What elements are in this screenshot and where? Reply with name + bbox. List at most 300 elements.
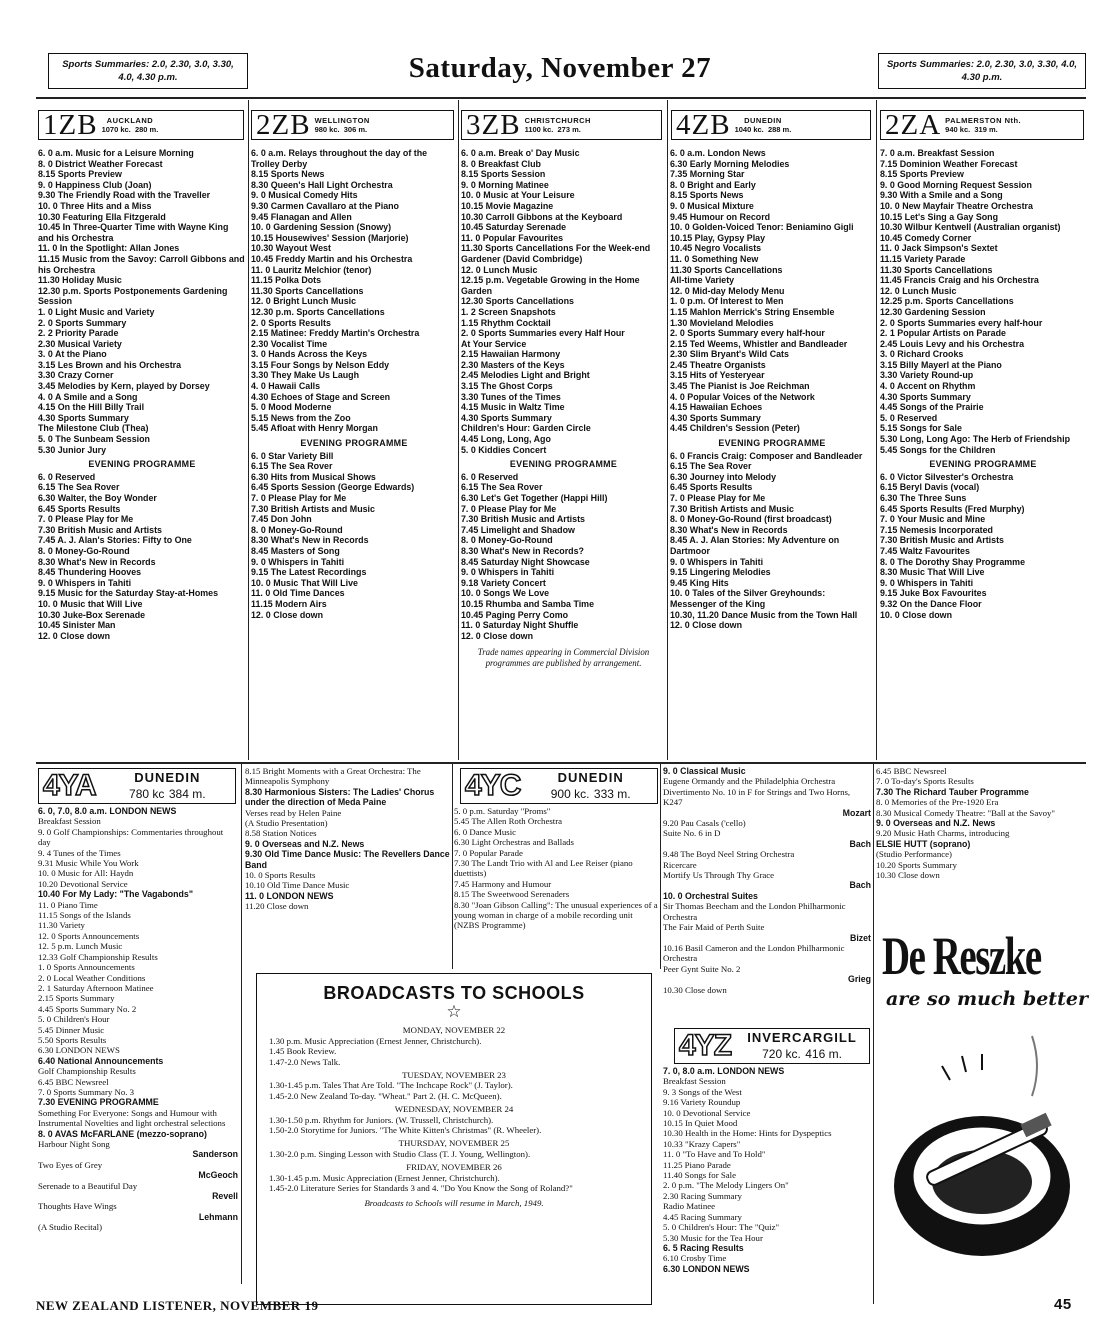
column-divider <box>873 764 874 1304</box>
programme-item: 3.15 The Ghost Corps <box>461 381 553 392</box>
programme-item: 10.45 Saturday Serenade <box>461 222 567 233</box>
programme-item: 2. 0 Sports Summary <box>38 317 127 328</box>
composer: Lehmann <box>198 1211 238 1222</box>
programme-item: 6.30 The Three Suns <box>880 493 967 503</box>
programme-item: 2.15 Hawaiian Harmony <box>461 349 561 360</box>
programme-item: 6. 0 a.m. London News <box>670 148 766 158</box>
programme-item: 10.10 Old Time Dance Music <box>245 880 350 891</box>
programme-item: 2.30 Musical Variety <box>38 338 122 349</box>
programme-item: Breakfast Session <box>663 1076 726 1087</box>
programme-item: 9.31 Music While You Work <box>38 858 139 869</box>
programme-item: 11. 0 Piano Time <box>38 899 98 910</box>
sports-summaries-box-left: Sports Summaries: 2.0, 2.30, 3.0, 3.30, 4.0, 4.30 p.m. <box>48 53 248 89</box>
programme-item: 6. 0 a.m. Relays throughout the day of the Trolley Derby <box>251 148 428 169</box>
programme-item: 4.30 Echoes of Stage and Screen <box>251 391 391 402</box>
station-frequency: 1070 kc. <box>101 125 131 134</box>
programme-item: 10.45 Sinister Man <box>38 620 116 631</box>
programme-item: 11. 0 Lauritz Melchior (tenor) <box>251 264 372 275</box>
programme-item: 2. 0 Local Weather Conditions <box>38 972 146 983</box>
station-wavelength: 288 m. <box>767 125 792 134</box>
programme-item: 8.30 What's New in Records <box>251 535 369 546</box>
programme-item: 12. 0 Bright Lunch Music <box>251 296 357 307</box>
programme-item: 8.15 Sports Session <box>461 169 546 180</box>
programme-item: 9. 0 Overseas and N.Z. News <box>245 838 365 849</box>
schools-broadcast: 1.50-2.0 Storytime for Juniors. "The White Kitten's Christmas" (R. Wheeler). <box>269 1125 542 1136</box>
evening-programme-heading: EVENING PROGRAMME <box>300 438 408 449</box>
programme-item: 5.50 Sports Results <box>38 1034 107 1045</box>
programme-item: 7. 0 Sports Summary No. 3 <box>38 1086 135 1097</box>
column-2za <box>880 148 1086 758</box>
programme-item: 10.30 Close down <box>663 984 727 995</box>
de-reszke-advert <box>876 926 1088 1302</box>
programme-item: 5. 0 Kiddies Concert <box>461 444 547 455</box>
composer: Bach <box>849 838 871 849</box>
station-frequency: 900 kc. <box>550 786 590 801</box>
column-4ya <box>38 806 238 1286</box>
station-header-2zb <box>251 110 454 140</box>
station-call: 2ZB <box>256 109 311 141</box>
programme-item: 11. 0 LONDON NEWS <box>245 890 334 901</box>
programme-item: 7.30 British Music and Artists <box>880 535 1004 546</box>
programme-item: 8.30 "Joan Gibson Calling": The unusual experiences of a young woman in charge of a mobile recording unit <box>454 899 658 921</box>
programme-item: 9.45 King Hits <box>670 577 729 588</box>
programme-item: 7.45 Waltz Favourites <box>880 545 970 556</box>
station-header-4yc <box>460 768 658 804</box>
song-title: Serenade to a Beautiful Day <box>38 1180 138 1191</box>
programme-item: 4.30 Sports Summary <box>670 412 761 423</box>
programme-item: 11.15 Variety Parade <box>880 253 966 264</box>
station-info <box>525 116 591 134</box>
programme-item: Mortify Us Through Thy Grace <box>663 870 775 881</box>
programme-item: 11.30 Sports Cancellations <box>251 285 364 296</box>
programme-item: 7.30 EVENING PROGRAMME <box>38 1097 159 1108</box>
programme-item: 1. 0 p.m. Of Interest to Men <box>670 296 784 307</box>
programme-item: 3.15 Billy Mayerl at the Piano <box>880 359 1002 370</box>
programme-item: 8. 0 AVAS McFARLANE (mezzo-soprano) <box>38 1128 207 1139</box>
programme-item: 8.30 What's New in Records <box>38 556 156 567</box>
programme-item: (Studio Performance) <box>876 849 952 860</box>
trade-names-note: Trade names appearing in Commercial Division programmes are published by arrangement. <box>477 647 650 669</box>
programme-item: 7.30 The Richard Tauber Programme <box>876 786 1029 797</box>
programme-item: 6. 0 Reserved <box>461 471 519 482</box>
programme-item: 10.30 Health in the Home: Hints for Dyspeptics <box>663 1128 832 1139</box>
programme-item: 6. 0 Victor Silvester's Orchestra <box>880 471 1014 482</box>
column-classical <box>663 766 871 1026</box>
programme-item: Breakfast Session <box>38 816 101 827</box>
programme-item: 11. 0 "To Have and To Hold" <box>663 1149 766 1160</box>
column-2zb <box>251 148 457 758</box>
programme-item: 11.15 Music from the Savoy: Carroll Gibbons and his Orchestra <box>38 253 245 275</box>
programme-item: 10.16 Basil Cameron and the London Philharmonic Orchestra <box>663 942 845 964</box>
programme-item: 4.45 Long, Long, Ago <box>461 434 551 445</box>
page-title: Saturday, November 27 <box>408 52 712 84</box>
programme-item: 5. 0 The Sunbeam Session <box>38 434 150 445</box>
programme-item: 12. 0 Close down <box>38 630 111 641</box>
column-right-bottom <box>876 766 1086 926</box>
programme-item: 2. 0 Sports Summaries every Half Hour <box>461 328 625 339</box>
programme-item: 8.30 Queen's Hall Light Orchestra <box>251 179 393 190</box>
column-divider <box>248 100 249 760</box>
programme-item: 12.30 Sports Cancellations <box>461 296 574 307</box>
programme-item: 10.20 Devotional Service <box>38 878 128 889</box>
station-info <box>315 116 370 134</box>
programme-item: 4.30 Sports Summary <box>38 412 129 423</box>
programme-item: 3.30 Crazy Corner <box>38 370 114 381</box>
programme-item: 3.45 Melodies by Kern, played by Dorsey <box>38 381 210 392</box>
programme-item: 7.15 Nemesis Incorporated <box>880 524 993 535</box>
programme-item: 6.15 The Sea Rover <box>670 461 752 472</box>
programme-item: 8. 0 Memories of the Pre-1920 Era <box>876 797 999 808</box>
schools-day-heading: FRIDAY, NOVEMBER 26 <box>406 1162 502 1173</box>
programme-item: 6.45 Sports Results <box>670 482 753 493</box>
schools-day-heading: MONDAY, NOVEMBER 22 <box>402 1025 506 1036</box>
station-call: 3ZB <box>466 109 521 141</box>
programme-item: ELSIE HUTT (soprano) <box>876 838 971 849</box>
song-title: (A Studio Recital) <box>38 1222 103 1233</box>
programme-item: 5.30 Junior Jury <box>38 444 107 455</box>
programme-item: 4.45 Racing Summary <box>663 1211 742 1222</box>
programme-item: 10. 0 Songs We Love <box>461 588 550 599</box>
schools-broadcast: 1.45-2.0 Literature Series for Standards 3 and 4. "Do You Know the Song of Roland?" <box>269 1183 573 1194</box>
programme-item: 9.16 Variety Roundup <box>663 1097 741 1108</box>
programme-item: 10. 0 Music at Your Leisure <box>461 190 575 201</box>
programme-item: 1.15 Mahlon Merrick's String Ensemble <box>670 306 835 317</box>
station-city: DUNEDIN <box>557 769 624 785</box>
programme-item: 11.15 Songs of the Islands <box>38 910 131 921</box>
programme-item: 9.30 With a Smile and a Song <box>880 190 1003 201</box>
header-rule <box>36 97 1086 99</box>
programme-item: 4.30 Sports Summary <box>461 412 552 423</box>
programme-item: 6.30 Early Morning Melodies <box>670 158 790 169</box>
programme-item: 12. 0 Sports Announcements <box>38 930 140 941</box>
programme-item: 2.30 Slim Bryant's Wild Cats <box>670 349 789 360</box>
programme-item: 5.15 News from the Zoo <box>251 412 351 423</box>
programme-item: 2. 1 Popular Artists on Parade <box>880 328 1006 339</box>
programme-item: 4.45 Sports Summary No. 2 <box>38 1003 137 1014</box>
programme-item: 10.15 Housewives' Session (Marjorie) <box>251 232 409 243</box>
programme-item: 9.15 Lingering Melodies <box>670 567 771 578</box>
programme-item: 11. 0 Something New <box>670 253 759 264</box>
programme-item: 7. 0 a.m. Breakfast Session <box>880 148 995 158</box>
programme-item: 2. 2 Priority Parade <box>38 328 119 339</box>
programme-item: 9. 0 Whispers in Tahiti <box>880 577 974 588</box>
column-4yc <box>454 806 660 966</box>
station-header-4yz <box>674 1028 870 1064</box>
programme-item: 9. 0 Happiness Club (Joan) <box>38 179 152 190</box>
programme-item: 10. 0 Tales of the Silver Greyhounds: Messenger of the King <box>670 588 826 609</box>
song-title: Two Eyes of Grey <box>38 1159 103 1170</box>
programme-item: 2.45 Melodies Light and Bright <box>461 370 590 381</box>
station-header-4zb <box>671 110 871 140</box>
programme-item: 7.45 A. J. Alan's Stories: Fifty to One <box>38 535 192 546</box>
programme-item: 9. 0 Golf Championships: Commentaries throughout day <box>38 826 224 848</box>
station-city: PALMERSTON Nth. <box>945 116 1022 125</box>
schools-title: BROADCASTS TO SCHOOLS <box>323 983 585 1003</box>
programme-item: 6.45 BBC Newsreel <box>38 1076 109 1087</box>
programme-item: 6. 0 Dance Music <box>454 826 517 837</box>
station-wavelength: 333 m. <box>593 786 631 801</box>
programme-item: 10.15 Movie Magazine <box>461 200 554 211</box>
programme-item: 7. 0 Please Play for Me <box>461 503 557 514</box>
programme-item: 8.15 Sports Preview <box>880 169 964 180</box>
programme-item: 11.30 Sports Cancellations For the Week-end Gardener (David Combridge) <box>461 243 651 264</box>
programme-item: 1. 0 Sports Announcements <box>38 962 135 973</box>
programme-item: 10.33 "Krazy Capers" <box>663 1138 741 1149</box>
programme-item: 5.45 The Allen Roth Orchestra <box>454 816 563 827</box>
programme-item: 3.30 They Make Us Laugh <box>251 370 360 381</box>
programme-item: Peer Gynt Suite No. 2 <box>663 963 741 974</box>
programme-item: 7.30 The Landt Trio with Al and Lee Reiser (piano duettists) <box>454 858 633 879</box>
star-icon: ☆ <box>446 1002 462 1022</box>
programme-item: Golf Championship Results <box>38 1066 136 1077</box>
station-frequency: 940 kc. <box>945 125 971 134</box>
programme-item: 6.30 LONDON NEWS <box>663 1263 750 1274</box>
programme-item: 8.15 Sports News <box>251 169 325 180</box>
programme-item: 10. 0 Close down <box>880 609 953 620</box>
programme-item: 7.45 Limelight and Shadow <box>461 524 575 535</box>
programme-item: 5. 0 Children's Hour <box>38 1014 110 1025</box>
programme-item: At Your Service <box>461 338 527 349</box>
programme-item: 7.30 British Artists and Music <box>251 503 375 514</box>
programme-item: 7. 0 Please Play for Me <box>38 514 134 525</box>
programme-item: 7. 0 Your Music and Mine <box>880 514 986 525</box>
programme-item: 8. 0 The Dorothy Shay Programme <box>880 556 1025 567</box>
programme-item: 10. 0 New Mayfair Theatre Orchestra <box>880 200 1033 211</box>
programme-item: 8.30 What's New in Records? <box>461 545 584 556</box>
programme-item: 6. 0 a.m. Music for a Leisure Morning <box>38 148 194 158</box>
programme-item: 6.40 National Announcements <box>38 1055 164 1066</box>
programme-item: 6.45 Sports Results <box>38 503 121 514</box>
programme-item: 9. 3 Songs of the West <box>663 1086 742 1097</box>
programme-item: 4.30 Sports Summary <box>880 391 971 402</box>
programme-item: 10.45 In Three-Quarter Time with Wayne King and his Orchestra <box>38 222 229 243</box>
programme-item: 9. 0 Musical Mixture <box>670 200 754 211</box>
programme-item: 5. 0 Children's Hour: The "Quiz" <box>663 1222 780 1233</box>
programme-item: 11.25 Piano Parade <box>663 1159 731 1170</box>
programme-item: 6.30 Light Orchestras and Ballads <box>454 837 574 848</box>
schools-broadcast: 1.45 Book Review. <box>269 1046 337 1057</box>
programme-item: 12.33 Golf Championship Results <box>38 951 158 962</box>
programme-item: 2.45 Louis Levy and his Orchestra <box>880 338 1025 349</box>
column-4zb <box>670 148 874 758</box>
programme-item: 10.15 Rhumba and Samba Time <box>461 598 595 609</box>
programme-item: 6.15 The Sea Rover <box>251 461 333 472</box>
station-info <box>735 116 792 134</box>
programme-item: 5.45 Afloat with Henry Morgan <box>251 423 378 434</box>
programme-item: 6. 5 Racing Results <box>663 1242 744 1253</box>
programme-item: 10. 0 Music that Will Live <box>38 598 143 609</box>
column-divider <box>667 100 668 760</box>
programme-item: 8.45 Saturday Night Showcase <box>461 556 590 567</box>
programme-item: 7. 0 Popular Parade <box>454 847 523 858</box>
programme-item: 3.15 Les Brown and his Orchestra <box>38 359 182 370</box>
programme-item: 10. 0 Sports Results <box>245 870 316 881</box>
programme-item: 5.45 Dinner Music <box>38 1024 105 1035</box>
programme-item: 8.45 Thundering Hooves <box>38 567 142 578</box>
composer: Mozart <box>842 807 871 818</box>
programme-item: 8. 0 Money-Go-Round (first broadcast) <box>670 514 832 525</box>
composer: Bizet <box>849 932 871 943</box>
programme-item: 8.58 Station Notices <box>245 828 317 839</box>
station-frequency: 780 kc <box>129 786 165 801</box>
programme-item: 6. 0 Reserved <box>38 471 96 482</box>
programme-item: 8.30 What's New in Records <box>670 524 788 535</box>
programme-item: 7.15 Dominion Weather Forecast <box>880 158 1018 169</box>
column-divider <box>458 100 459 760</box>
programme-item: 5.15 Songs for Sale <box>880 423 962 434</box>
programme-item: 6.30 Let's Get Together (Happi Hill) <box>461 493 608 503</box>
programme-item: 10.20 Sports Summary <box>876 859 957 870</box>
station-call-4yc: 4YC <box>465 769 521 802</box>
programme-item: 10. 0 Gardening Session (Snowy) <box>251 222 392 233</box>
programme-item: (NZBS Programme) <box>454 920 526 931</box>
programme-item: 11.15 Polka Dots <box>251 275 322 286</box>
station-frequency: 1100 kc. <box>524 125 554 134</box>
programme-item: 4.15 Hawaiian Echoes <box>670 402 763 413</box>
column-divider <box>452 764 453 969</box>
programme-item: Harbour Night Song <box>38 1139 110 1149</box>
programme-item: 4. 0 Accent on Rhythm <box>880 381 976 392</box>
programme-item: 9. 0 Morning Matinee <box>461 179 549 190</box>
programme-item: 4.15 On the Hill Billy Trail <box>38 402 145 413</box>
programme-item: Ricercare <box>663 859 697 870</box>
schools-day-heading: WEDNESDAY, NOVEMBER 24 <box>394 1104 514 1115</box>
programme-item: 3.15 Four Songs by Nelson Eddy <box>251 359 390 370</box>
station-info <box>102 116 159 134</box>
programme-item: 10.30 Wilbur Kentwell (Australian organist) <box>880 222 1061 233</box>
programme-item: 10.45 Paging Perry Como <box>461 609 569 620</box>
programme-item: 1.30 Movieland Melodies <box>670 317 774 328</box>
programme-item: 2. 0 Sports Summaries every half-hour <box>880 317 1043 328</box>
programme-item: 4. 0 Popular Voices of the Network <box>670 391 815 402</box>
programme-item: 4. 0 Hawaii Calls <box>251 381 321 392</box>
programme-item: 7.30 British Artists and Music <box>670 503 794 514</box>
programme-item: 2.45 Theatre Organists <box>670 359 766 370</box>
programme-item: Verses read by Helen Paine <box>245 807 342 818</box>
programme-item: 3.15 Hits of Yesteryear <box>670 370 765 381</box>
programme-item: 11.20 Close down <box>245 901 309 912</box>
programme-item: 7.45 Harmony and Humour <box>454 878 552 889</box>
section-rule <box>36 762 1086 764</box>
programme-item: Suite No. 6 in D <box>663 828 721 839</box>
programme-item: 9.45 Flanagan and Allen <box>251 211 352 222</box>
programme-item: 8. 0 Money-Go-Round <box>38 545 130 556</box>
evening-programme-heading: EVENING PROGRAMME <box>88 459 196 470</box>
programme-item: 7. 0 Please Play for Me <box>251 493 347 503</box>
programme-item: 10.40 For My Lady: "The Vagabonds" <box>38 889 193 900</box>
programme-item: 10.45 Negro Vocalists <box>670 243 762 254</box>
programme-item: 12. 0 Close down <box>251 609 324 620</box>
programme-item: 9.15 The Latest Recordings <box>251 567 367 578</box>
programme-item: 8. 0 Breakfast Club <box>461 158 541 169</box>
programme-item: 12.25 p.m. Sports Cancellations <box>880 296 1014 307</box>
programme-item: 9. 0 Classical Music <box>663 766 746 776</box>
station-city: AUCKLAND <box>106 116 154 125</box>
programme-item: 11.30 Sports Cancellations <box>670 264 783 275</box>
programme-item: 4. 0 A Smile and a Song <box>38 391 138 402</box>
programme-item: 12. 0 Close down <box>670 620 743 631</box>
station-call-4yz: 4YZ <box>679 1029 732 1062</box>
programme-item: 1. 2 Screen Snapshots <box>461 306 556 317</box>
programme-item: 6.30 Hits from Musical Shows <box>251 471 376 482</box>
sports-summaries-box-right: Sports Summaries: 2.0, 2.30, 3.0, 3.30, 4.0, 4.30 p.m. <box>878 53 1086 89</box>
programme-item: 8.45 A. J. Alan Stories: My Adventure on Dartmoor <box>670 535 840 556</box>
programme-item: 2.30 Racing Summary <box>663 1190 742 1201</box>
programme-item: 7.35 Morning Star <box>670 169 745 180</box>
broadcasts-to-schools-box <box>256 973 652 1305</box>
column-divider <box>876 100 877 760</box>
programme-item: 10. 0 Golden-Voiced Tenor: Beniamino Gigli <box>670 222 854 233</box>
programme-item: 11. 0 Old Time Dances <box>251 588 345 599</box>
programme-item: The Fair Maid of Perth Suite <box>663 922 765 933</box>
programme-item: 9. 0 Overseas and N.Z. News <box>876 818 996 829</box>
schools-resume-note: Broadcasts to Schools will resume in March, 1949. <box>364 1197 544 1208</box>
programme-item: 10. 0 Three Hits and a Miss <box>38 200 152 211</box>
station-city: DUNEDIN <box>134 769 201 785</box>
evening-programme-heading: EVENING PROGRAMME <box>929 459 1037 470</box>
column-1zb <box>38 148 246 758</box>
programme-item: 9.48 The Boyd Neel String Orchestra <box>663 849 795 860</box>
programme-item: 9. 0 Good Morning Request Session <box>880 179 1032 190</box>
programme-item: 5.45 Songs for the Children <box>880 444 996 455</box>
column-divider <box>241 764 242 1284</box>
column-4yz <box>663 1066 871 1306</box>
advert-tagline: are so much better <box>886 988 1088 1010</box>
programme-item: 12. 5 p.m. Lunch Music <box>38 941 123 952</box>
programme-item: 9.20 Music Hath Charms, introducing <box>876 828 1010 839</box>
station-city: DUNEDIN <box>744 116 782 125</box>
programme-item: 12.15 p.m. Vegetable Growing in the Home Garden <box>461 275 640 296</box>
programme-item: Children's Hour: Garden Circle <box>461 423 591 434</box>
programme-item: 10.15 Play, Gypsy Play <box>670 232 766 243</box>
programme-item: 8.45 Masters of Song <box>251 545 340 556</box>
programme-item: 6.30 Journey into Melody <box>670 471 777 482</box>
schools-broadcast: 1.30-1.50 p.m. Rhythm for Juniors. (W. Trussell, Christchurch). <box>269 1114 494 1125</box>
station-wavelength: 319 m. <box>974 125 998 134</box>
programme-item: 4.45 Songs of the Prairie <box>880 402 984 413</box>
programme-item: 2.15 Sports Summary <box>38 993 115 1004</box>
programme-item: 10.45 Comedy Corner <box>880 232 972 243</box>
programme-item: 10.30 Featuring Ella Fitzgerald <box>38 211 166 222</box>
programme-item: 6.15 The Sea Rover <box>461 482 543 493</box>
programme-item: 3.45 The Pianist is Joe Reichman <box>670 381 810 392</box>
ashtray-cigarette-illustration <box>882 1026 1082 1286</box>
station-call: 4ZB <box>676 109 731 141</box>
composer: Sanderson <box>192 1149 238 1160</box>
column-divider <box>660 764 661 969</box>
programme-item: 7. 0, 8.0 a.m. LONDON NEWS <box>663 1066 785 1076</box>
evening-programme-heading: EVENING PROGRAMME <box>509 459 618 470</box>
programme-item: 10. 0 Devotional Service <box>663 1107 751 1118</box>
programme-item: 2.15 Ted Weems, Whistler and Bandleader <box>670 338 848 349</box>
programme-item: 11. 0 Saturday Night Shuffle <box>461 620 579 631</box>
station-call: 2ZA <box>885 109 942 141</box>
programme-item: 11. 0 Popular Favourites <box>461 232 564 243</box>
programme-item: 12. 0 Close down <box>461 630 534 641</box>
programme-item: 9. 0 Whispers in Tahiti <box>251 556 345 567</box>
programme-item: 2.30 Vocalist Time <box>251 338 328 349</box>
schools-day-heading: TUESDAY, NOVEMBER 23 <box>402 1070 506 1081</box>
station-wavelength: 306 m. <box>343 125 368 134</box>
programme-item: 6.45 BBC Newsreel <box>876 766 947 776</box>
programme-item: 7.30 British Music and Artists <box>38 524 162 535</box>
station-frequency: 720 kc. <box>762 1046 801 1061</box>
programme-item: 8. 0 Money-Go-Round <box>251 524 343 535</box>
programme-item: 9.15 Music for the Saturday Stay-at-Homes <box>38 588 219 599</box>
programme-item: 1. 0 Light Music and Variety <box>38 306 155 317</box>
programme-item: 6. 0 Star Variety Bill <box>251 450 334 461</box>
schools-broadcast: 1.30-1.45 p.m. Tales That Are Told. "The Inchcape Rock" (J. Taylor). <box>269 1080 513 1091</box>
